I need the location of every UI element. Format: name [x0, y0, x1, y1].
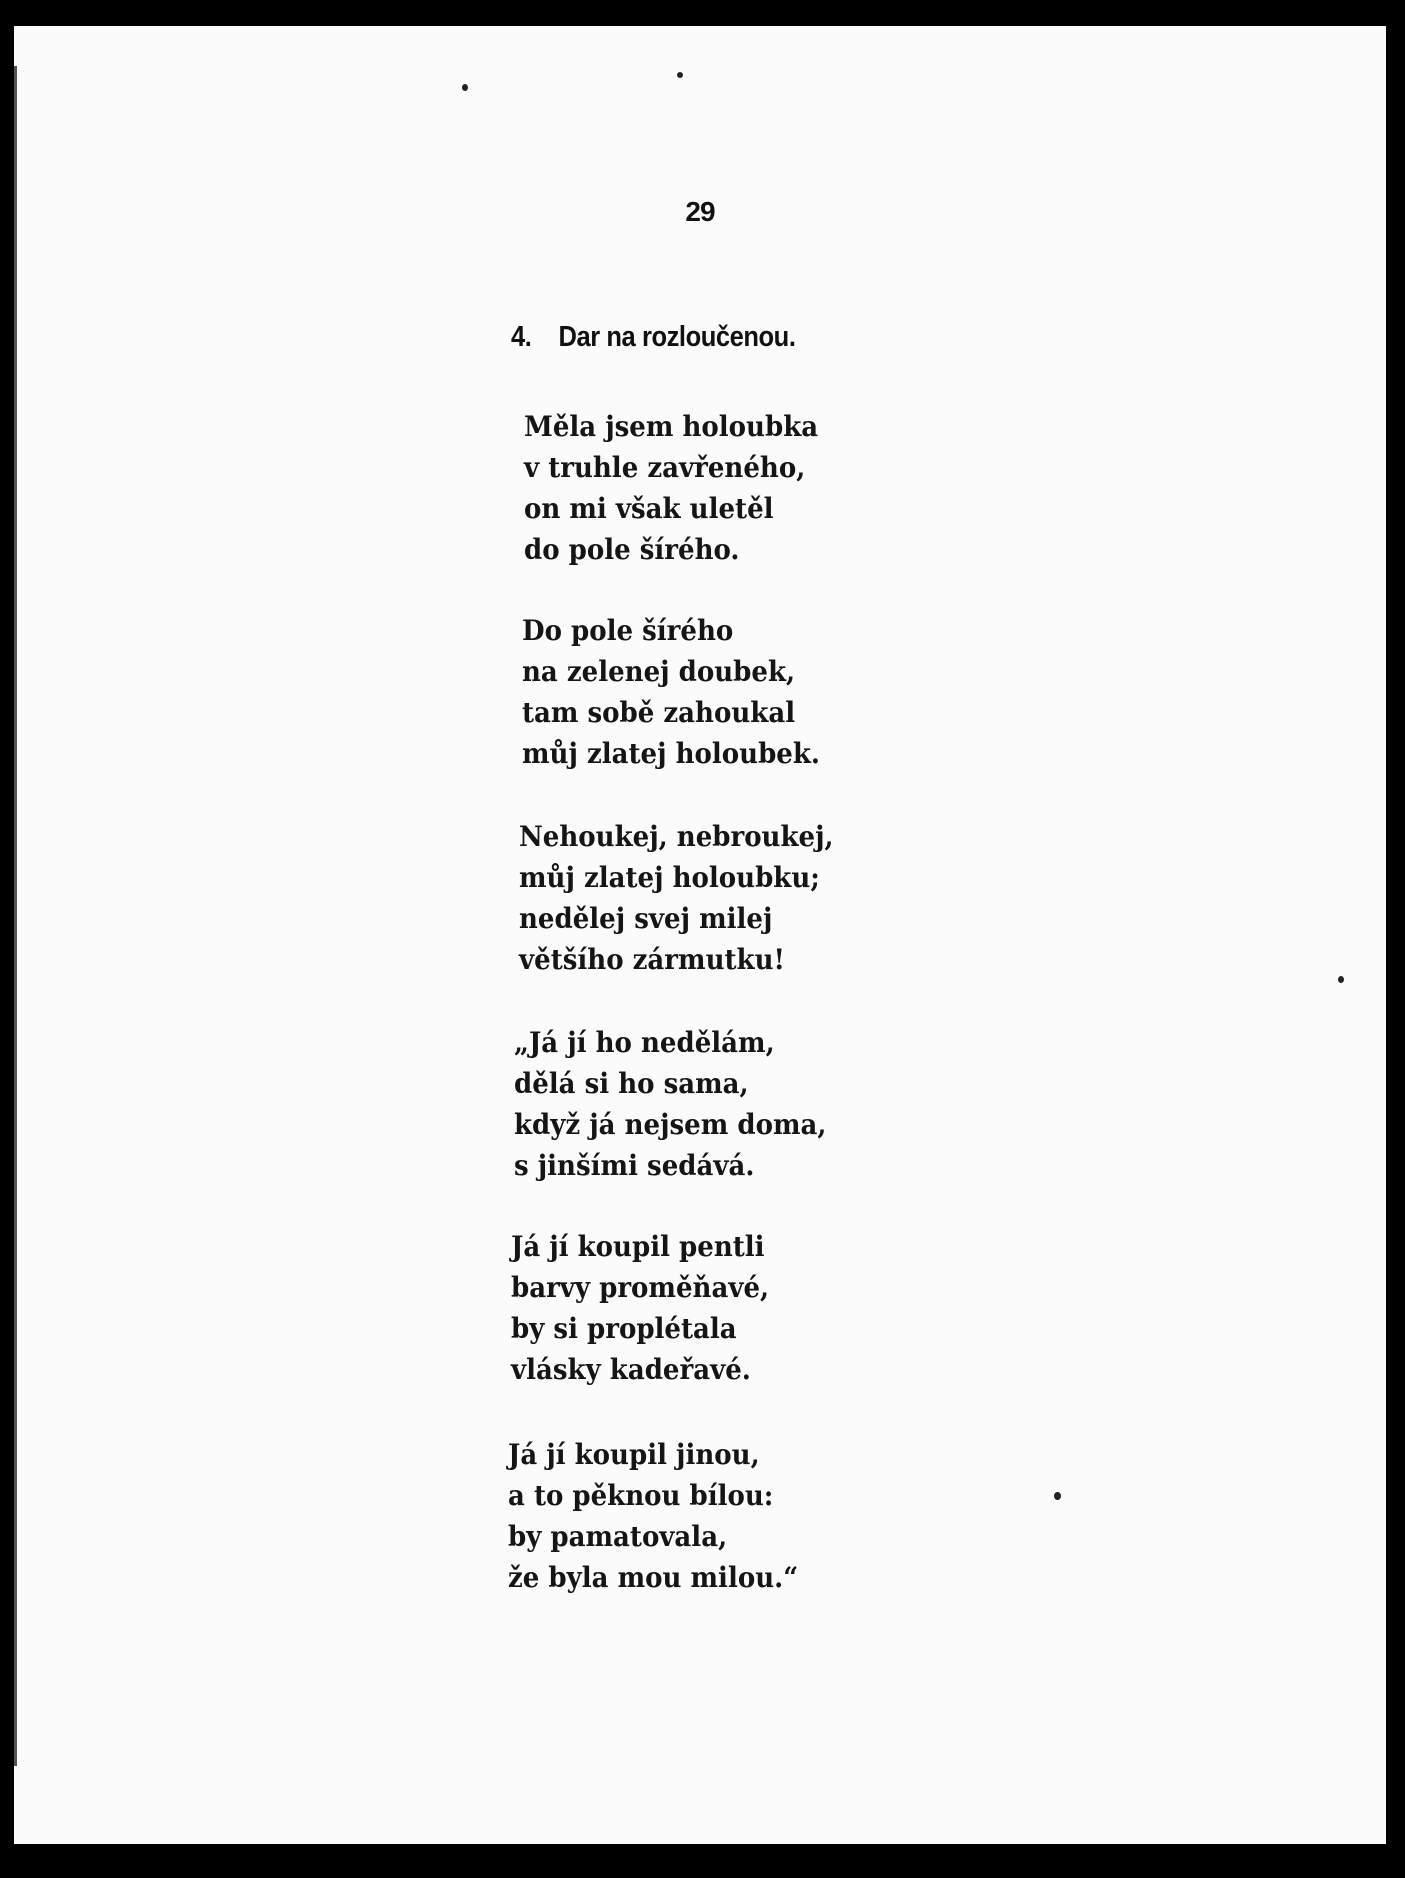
verse-line: na zelenej doubek,: [522, 655, 796, 688]
verse-line: tam sobě zahoukal: [522, 696, 796, 729]
verse-line: Měla jsem holoubka: [524, 410, 819, 443]
ink-speck: [677, 72, 683, 78]
ink-speck: [1338, 976, 1344, 983]
stanza-2: [522, 610, 820, 774]
verse-line: v truhle zavřeného,: [524, 451, 806, 484]
verse-line: nedělej svej milej: [519, 902, 773, 935]
verse-line: Do pole šírého: [522, 614, 734, 647]
poem-title: [511, 321, 795, 354]
verse-line: když já nejsem doma,: [514, 1108, 827, 1141]
verse-line: dělá si ho sama,: [514, 1067, 749, 1100]
verse-line: do pole šírého.: [524, 533, 740, 566]
verse-line: barvy proměňavé,: [511, 1271, 770, 1304]
verse-line: a to pěknou bílou:: [508, 1479, 774, 1512]
page-number: 29: [685, 196, 715, 227]
stanza-1: [524, 406, 818, 570]
stanza-6: [508, 1434, 798, 1598]
verse-line: Nehoukej, nebroukej,: [519, 820, 834, 853]
stanza-5: [511, 1226, 769, 1390]
verse-line: vlásky kadeřavé.: [511, 1353, 751, 1386]
verse-line: Já jí koupil jinou,: [508, 1438, 760, 1471]
poem-number: 4.: [511, 321, 532, 353]
stanza-4: [514, 1022, 826, 1186]
verse-line: Já jí koupil pentli: [511, 1230, 765, 1263]
verse-line: většího zármutku!: [519, 943, 785, 976]
verse-line: můj zlatej holoubek.: [522, 737, 820, 770]
poem-title-text: Dar na rozloučenou.: [558, 321, 796, 353]
verse-line: že byla mou milou.“: [508, 1561, 799, 1594]
verse-line: s jinšími sedává.: [514, 1149, 755, 1182]
book-page: [14, 26, 1386, 1844]
ink-speck: [462, 84, 468, 91]
verse-line: on mi však uletěl: [524, 492, 774, 525]
verse-line: můj zlatej holoubku;: [519, 861, 820, 894]
ink-speck: [1054, 1492, 1061, 1500]
verse-line: „Já jí ho nedělám,: [514, 1026, 775, 1059]
verse-line: by pamatovala,: [508, 1520, 728, 1553]
stanza-3: [519, 816, 834, 980]
page-edge-shadow: [14, 66, 17, 1766]
verse-line: by si proplétala: [511, 1312, 737, 1345]
